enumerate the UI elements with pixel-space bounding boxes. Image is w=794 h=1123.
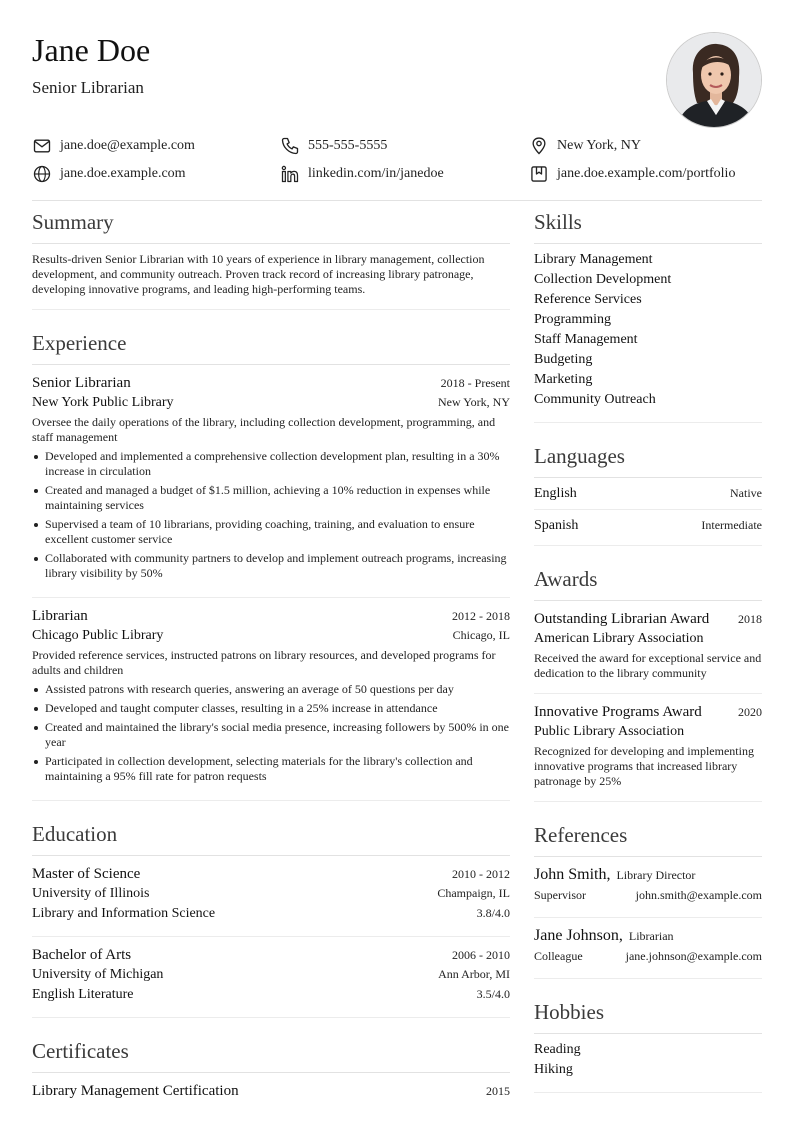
linkedin-text: linkedin.com/in/janedoe (308, 166, 444, 181)
reference-name: Jane Johnson, (534, 927, 623, 944)
gpa: 3.5/4.0 (476, 987, 510, 1001)
certificates-section (32, 1034, 510, 1101)
summary-title: Summary (32, 205, 510, 244)
hobbies-section (534, 995, 762, 1093)
list-item: Created and maintained the library's social media presence, increasing followers by 500% in one year (32, 720, 510, 750)
award-year: 2018 (738, 612, 762, 626)
resume-page (32, 0, 762, 1099)
field-of-study: English Literature (32, 987, 134, 1002)
certificate-year: 2015 (486, 1084, 510, 1098)
skill-item: Collection Development (534, 272, 672, 287)
references-section (534, 818, 762, 979)
school-name: University of Illinois (32, 886, 150, 901)
languages-title: Languages (534, 439, 762, 478)
reference-title: Librarian (628, 929, 674, 943)
languages-section (534, 439, 762, 546)
contact-portfolio[interactable] (529, 160, 735, 188)
degree-name: Bachelor of Arts (32, 947, 132, 963)
award-year: 2020 (738, 705, 762, 719)
job-dates: 2018 - Present (440, 376, 510, 390)
reference-email[interactable]: jane.johnson@example.com (625, 949, 762, 963)
hobby-item: Reading (534, 1042, 581, 1057)
language-name: English (534, 486, 577, 501)
linkedin-icon (280, 164, 300, 184)
award-description: Recognized for developing and implementing innovative programs that increased library patronage by 25% (534, 744, 754, 788)
skill-item: Staff Management (534, 332, 638, 347)
experience-section (32, 326, 510, 801)
skill-item: Marketing (534, 372, 593, 387)
job-dates: 2012 - 2018 (452, 609, 510, 623)
skill-item: Reference Services (534, 292, 642, 307)
skills-list (534, 244, 762, 422)
language-level: Intermediate (701, 518, 762, 532)
contact-website[interactable] (32, 160, 186, 188)
email-text: jane.doe@example.com (60, 138, 195, 153)
reference-entry (534, 918, 762, 978)
job-highlights (32, 682, 510, 784)
references-title: References (534, 818, 762, 857)
hobbies-list (534, 1034, 762, 1092)
language-name: Spanish (534, 518, 579, 533)
awards-section (534, 562, 762, 802)
hobbies-title: Hobbies (534, 995, 762, 1034)
resume-header (32, 0, 762, 130)
award-entry (534, 694, 762, 801)
portrait-image (667, 33, 762, 128)
school-location: Ann Arbor, MI (438, 967, 510, 981)
mail-icon (32, 136, 52, 156)
school-location: Champaign, IL (437, 886, 510, 900)
gpa: 3.8/4.0 (476, 906, 510, 920)
award-entry (534, 601, 762, 694)
certificate-name: Library Management Certification (32, 1083, 239, 1099)
reference-title: Library Director (616, 868, 696, 882)
header-divider (32, 200, 762, 201)
job-description: Oversee the daily operations of the library, including collection development, programming, and staff management (32, 415, 496, 444)
award-organization: Public Library Association (534, 724, 685, 739)
awards-title: Awards (534, 562, 762, 601)
contact-linkedin[interactable] (280, 160, 444, 188)
location-text: New York, NY (557, 138, 642, 153)
experience-entry (32, 365, 510, 598)
job-description: Provided reference services, instructed patrons on library resources, and developed programs for adults and children (32, 648, 496, 677)
education-entry (32, 937, 510, 1017)
degree-dates: 2010 - 2012 (452, 867, 510, 881)
skill-item: Programming (534, 312, 611, 327)
list-item: Participated in collection development, selecting materials for the library's collection and maintaining a 95% fill rate for patron requests (32, 754, 510, 784)
award-name: Innovative Programs Award (534, 704, 702, 720)
reference-relation: Colleague (534, 949, 583, 963)
language-level: Native (730, 486, 762, 500)
portfolio-text: jane.doe.example.com/portfolio (557, 166, 736, 181)
reference-entry (534, 857, 762, 918)
map-pin-icon (529, 136, 549, 156)
reference-name: John Smith, (534, 866, 611, 883)
certificates-title: Certificates (32, 1034, 510, 1073)
degree-dates: 2006 - 2010 (452, 948, 510, 962)
hobby-item: Hiking (534, 1062, 573, 1077)
education-entry (32, 856, 510, 937)
reference-email[interactable]: john.smith@example.com (635, 888, 762, 902)
contact-phone[interactable] (280, 132, 387, 160)
reference-relation: Supervisor (534, 888, 586, 902)
summary-section (32, 205, 510, 310)
phone-icon (280, 136, 300, 156)
job-location: New York, NY (437, 395, 510, 409)
languages-list (534, 478, 762, 545)
job-highlights (32, 449, 510, 581)
award-description: Received the award for exceptional service and dedication to the library community (534, 651, 762, 680)
skill-item: Budgeting (534, 352, 593, 367)
award-name: Outstanding Librarian Award (534, 611, 710, 627)
side-column (534, 205, 762, 1093)
website-text: jane.doe.example.com (60, 166, 186, 181)
skills-title: Skills (534, 205, 762, 244)
skills-section (534, 205, 762, 423)
list-item: Developed and taught computer classes, resulting in a 25% increase in attendance (32, 701, 510, 716)
skill-item: Library Management (534, 252, 653, 267)
phone-text: 555-555-5555 (308, 138, 388, 153)
job-location: Chicago, IL (452, 628, 510, 642)
bookmark-icon (529, 164, 549, 184)
skill-item: Community Outreach (534, 392, 656, 407)
contact-location (529, 132, 641, 160)
list-item: Supervised a team of 10 librarians, providing coaching, training, and evaluation to ensure excellent customer service (32, 517, 510, 547)
degree-name: Master of Science (32, 866, 141, 882)
candidate-name: Jane Doe (32, 32, 151, 68)
certificate-entry (32, 1073, 510, 1101)
education-title: Education (32, 817, 510, 856)
language-item (534, 478, 762, 510)
language-item (534, 510, 762, 541)
job-title: Senior Librarian (32, 375, 131, 391)
school-name: University of Michigan (32, 967, 164, 982)
job-title: Librarian (32, 608, 88, 624)
experience-entry (32, 598, 510, 800)
candidate-role: Senior Librarian (32, 78, 144, 97)
list-item: Developed and implemented a comprehensive collection development plan, resulting in a 30% increase in circulation (32, 449, 510, 479)
award-organization: American Library Association (534, 631, 704, 646)
education-section (32, 817, 510, 1018)
job-employer: New York Public Library (32, 395, 174, 410)
avatar (666, 32, 762, 128)
job-employer: Chicago Public Library (32, 628, 164, 643)
list-item: Assisted patrons with research queries, answering an average of 50 questions per day (32, 682, 510, 697)
list-item: Collaborated with community partners to develop and implement outreach programs, increasing library visibility by 50% (32, 551, 510, 581)
contact-email[interactable] (32, 132, 195, 160)
field-of-study: Library and Information Science (32, 906, 216, 921)
summary-text: Results-driven Senior Librarian with 10 years of experience in library management, collection development, and community outreach. Proven track record of increasing library patronage, developing innovative programs, and leading high-performing teams. (32, 252, 485, 296)
list-item: Created and managed a budget of $1.5 million, achieving a 10% reduction in expenses while maintaining services (32, 483, 510, 513)
globe-icon (32, 164, 52, 184)
experience-title: Experience (32, 326, 510, 365)
main-column (32, 205, 510, 1101)
